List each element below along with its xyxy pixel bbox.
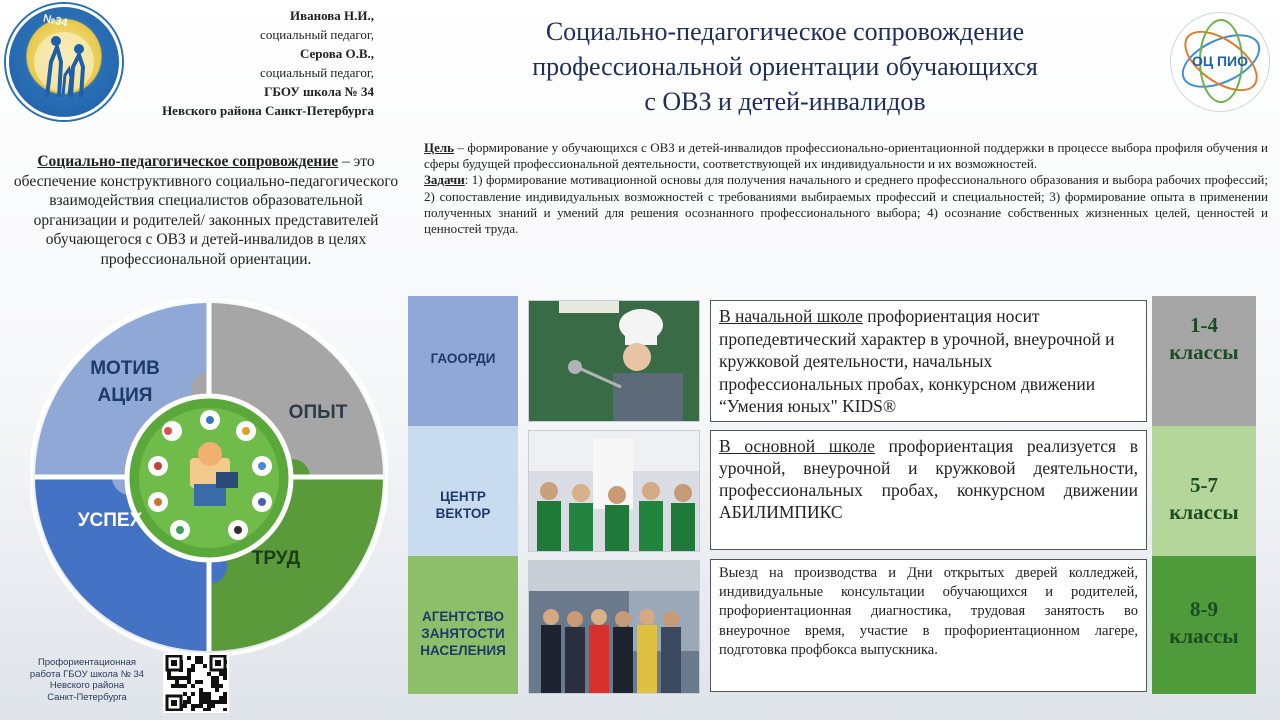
partner-strip-vector bbox=[408, 426, 518, 556]
grade-range: 5-7 bbox=[1190, 473, 1218, 497]
grade-piece-5-7 bbox=[1152, 426, 1256, 556]
visit-photo-illustration bbox=[529, 561, 700, 694]
footer-line: Профориентационная bbox=[37, 657, 137, 668]
photo-cooking-lesson bbox=[528, 300, 700, 422]
school-logo-text: №34 bbox=[42, 12, 69, 30]
center-logo-text: ОЦ ПИО bbox=[1191, 53, 1249, 69]
puzzle-label-experience: ОПЫТ bbox=[288, 402, 348, 423]
puzzle-label-motivation-2: АЦИЯ bbox=[97, 385, 153, 406]
partner-strip-employment-agency bbox=[408, 556, 518, 694]
stage-lead: В основной школе bbox=[719, 436, 875, 456]
author-name-1: Иванова Н.И., bbox=[289, 8, 374, 23]
grade-word: классы bbox=[1169, 500, 1239, 524]
grade-piece-8-9 bbox=[1152, 556, 1256, 694]
partner-label-line: ЗАНЯТОСТИ bbox=[421, 626, 505, 641]
title-line-3: с ОВЗ и детей-инвалидов bbox=[644, 87, 926, 116]
chef-child-illustration bbox=[529, 301, 700, 422]
school-name: ГБОУ школа № 34 bbox=[264, 84, 374, 99]
page-title bbox=[420, 14, 1150, 119]
tasks-text: : 1) формирование мотивационной основы для получения начального и среднего профессионального образования и выбора рабочих профессий; 2) сопоставление индивидуальных возможностей с требованиями выбираемых профессий и специальностей; 3) формирование опыта в применении полученных знаний и умений для решения осознанного профессионального выбора; 4) осознание собственных жизненных целей, ценностей и ценностей труда. bbox=[424, 172, 1268, 237]
goal-block bbox=[424, 140, 1268, 237]
footer-caption bbox=[12, 657, 162, 703]
definition-body: – это обеспечение конструктивного социально-педагогического взаимодействия специалистов образовательной организации и родителей/ законных представителей обучающегося с ОВЗ и детей-инвалидов в целях профессиональной ориентации. bbox=[13, 153, 399, 268]
partner-label bbox=[408, 350, 518, 367]
stage-box-senior bbox=[710, 559, 1147, 692]
authors-block bbox=[110, 6, 374, 120]
author-name-2: Серова О.В., bbox=[299, 46, 374, 61]
footer-line: Невского района bbox=[49, 680, 125, 691]
qr-code-icon bbox=[165, 655, 227, 711]
title-line-1: Социально-педагогическое сопровождение bbox=[545, 17, 1025, 46]
title-line-2: профессиональной ориентации обучающихся bbox=[532, 52, 1038, 81]
partner-label-line: НАСЕЛЕНИЯ bbox=[420, 643, 506, 658]
goal-label: Цель bbox=[424, 140, 455, 155]
grade-range: 1-4 bbox=[1190, 313, 1218, 337]
group-photo-illustration bbox=[529, 431, 700, 552]
puzzle-label-labor: ТРУД bbox=[251, 548, 301, 569]
puzzle-label-motivation-1: МОТИВ bbox=[90, 358, 160, 379]
grade-range: 8-9 bbox=[1190, 597, 1218, 621]
grade-word: классы bbox=[1169, 624, 1239, 648]
partner-label bbox=[408, 608, 518, 659]
partner-label-line: ГАООРДИ bbox=[430, 351, 496, 366]
grade-label bbox=[1152, 596, 1256, 650]
footer-line: работа ГБОУ школа № 34 bbox=[29, 668, 145, 680]
stage-box-basic bbox=[710, 430, 1147, 550]
author-role-1: социальный педагог, bbox=[260, 27, 374, 42]
school-district: Невского района Санкт-Петербурга bbox=[162, 103, 374, 118]
stage-text: профориентация носит пропедевтический характер в урочной, внеурочной и кружковой деятельности, начальных профессиональных пробах, конкурсном движении “Умения юных" KIDS® bbox=[719, 306, 1115, 416]
grade-label bbox=[1152, 312, 1256, 366]
partner-label-line: ЦЕНТР bbox=[440, 489, 486, 504]
stage-lead: В начальной школе bbox=[719, 306, 863, 326]
definition-text bbox=[6, 152, 406, 270]
stage-text: профориентация реализуется в урочной, внеурочной и кружковой деятельности, профессиональных пробах, конкурсном движении АБИЛИМПИКС bbox=[719, 436, 1138, 522]
grade-piece-1-4 bbox=[1152, 296, 1256, 426]
family-figures-icon bbox=[9, 7, 119, 117]
school-logo bbox=[6, 4, 122, 120]
grade-word: классы bbox=[1169, 340, 1239, 364]
partner-label-line: ВЕКТОР bbox=[435, 506, 491, 521]
tasks-label: Задачи bbox=[424, 172, 465, 188]
photo-enterprise-visit bbox=[528, 560, 700, 694]
partner-strip-gaoordi bbox=[408, 296, 518, 426]
stage-box-primary bbox=[710, 300, 1147, 422]
footer-line: Санкт-Петербурга bbox=[47, 691, 127, 703]
puzzle-label-success: УСПЕХ bbox=[77, 510, 143, 531]
puzzle-circle bbox=[30, 298, 388, 656]
center-logo bbox=[1170, 12, 1270, 112]
partner-label-line: АГЕНТСТВО bbox=[422, 609, 504, 624]
goal-text: – формирование у обучающихся с ОВЗ и детей-инвалидов профессионально-ориентационной поддержки в процессе выбора профиля обучения и сферы будущей профессиональной деятельности, соответствующей их индивидуальности и их возможностей. bbox=[424, 140, 1268, 172]
grade-label bbox=[1152, 472, 1256, 526]
definition-term: Социально-педагогическое сопровождение bbox=[37, 153, 339, 170]
qr-code[interactable] bbox=[163, 653, 229, 713]
stage-text: Выезд на производства и Дни открытых дверей колледжей, индивидуальные консультации обучающихся и родителей, профориентационная диагностика, трудовая занятость во внеурочное время, участие в профориентационном лагере, подготовка профбокса выпускника. bbox=[719, 565, 1138, 658]
author-role-2: социальный педагог, bbox=[260, 65, 374, 80]
photo-vector-center-group bbox=[528, 430, 700, 552]
partner-label bbox=[408, 488, 518, 522]
